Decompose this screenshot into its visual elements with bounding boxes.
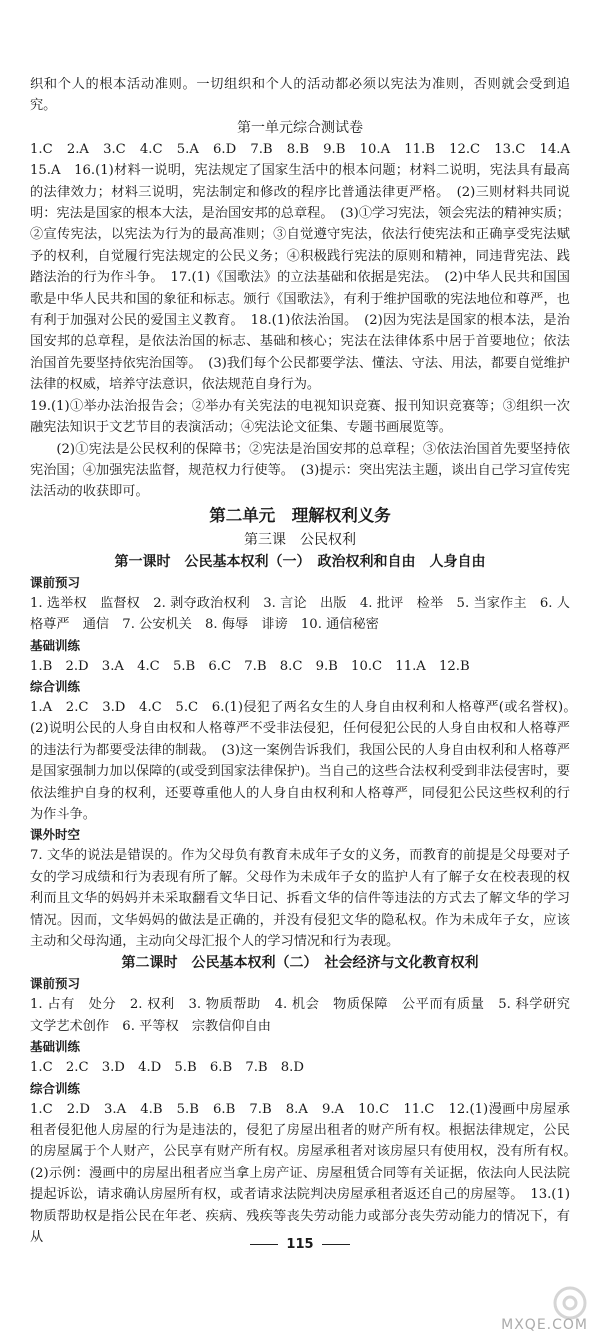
unit1-test-answers: 1.C 2.A 3.C 4.C 5.A 6.D 7.B 8.B 9.B 10.A 11.B 12.C 13.C 14.A 15.A 16.(1)材料一说明，宪法规定了国家生活中的根本问题；材料二说明，宪法具有最高的法律效力；材料三说明，宪法制定和修改的程序比普通法律更严格。 (2)三则材料共同说明：宪法是国家的根本大法，是治国安邦的总章程。 (3)①学习宪法，领会宪法的精神实质；②宣传宪法，以宪法为行为的最高准则；③自觉遵守宪法，依法行使宪法和正确享受宪法赋予的权利，自觉履行宪法规定的公民义务；④积极践行宪法的原则和精神，同违背宪法、践踏法治的行为作斗争。 17.(1)《国歌法》的立法基础和依据是宪法。 (2)中华人民共和国国歌是中华人民共和国的象征和标志。颁行《国歌法》，有利于维护国歌的宪法地位和尊严，也有利于加强对公民的爱国主义教育。 18.(1)依法治国。 (2)因为宪法是国家的根本法，是治国安邦的总章程，是依法治国的标志、基础和核心；宪法在法律体系中居于首要地位；依法治国首先要坚持依宪治国等。 (3)我们每个公民都要学法、懂法、守法、用法，都要自觉维护法律的权威，培养守法意识，依法规范自身行为。 <box>30 141 584 393</box>
period1-pre-label: 课前预习 <box>30 574 81 590</box>
period2-basic-label: 基础训练 <box>30 1039 81 1055</box>
period1-title: 第一课时 公民基本权利（一） 政治权利和自由 人身自由 <box>114 553 486 570</box>
period2-title: 第二课时 公民基本权利（二） 社会经济与文化教育权利 <box>121 955 479 972</box>
period2-pre-answers: 1. 占有 处分 2. 权利 3. 物质帮助 4. 机会 物质保障 公平而有质量 5. 科学研究 文学艺术创作 6. 平等权 宗教信仰自由 <box>30 997 584 1034</box>
footer-dash-right <box>322 1244 350 1245</box>
period1-basic-label: 基础训练 <box>30 637 81 653</box>
period1-basic-answers: 1.B 2.D 3.A 4.C 5.B 6.C 7.B 8.C 9.B 10.C 11.A 12.B <box>30 658 470 674</box>
period1-comp-answers: 1.A 2.C 3.D 4.C 5.C 6.(1)侵犯了两名女生的人身自由权利和人格尊严(或名誉权)。 (2)说明公民的人身自由权和人格尊严不受非法侵犯，任何侵犯公民的人身自由权和人格尊严的违法行为都要受法律的制裁。 (3)这一案例告诉我们，我国公民的人身自由权利和人格尊严是国家强制力加以保障的(或受到国家法律保护)。当自己的这些合法权利受到非法侵害时，要依法维护自身的权利，还要尊重他人的人身自由权利和人格尊严，同侵犯公民这些权利的行为作斗争。 <box>30 699 584 822</box>
page-footer <box>0 1237 600 1252</box>
intro-paragraph: 织和个人的根本活动准则。一切组织和个人的活动都必须以宪法为准则，否则就会受到追究。 <box>30 77 570 114</box>
period1-extra-label: 课外时空 <box>30 827 81 843</box>
period1-comp-label: 综合训练 <box>30 678 81 694</box>
period2-comp-label: 综合训练 <box>30 1080 81 1096</box>
period2-basic-answers: 1.C 2.C 3.D 4.D 5.B 6.B 7.B 8.D <box>30 1060 304 1076</box>
unit1-test-title: 第一单元综合测试卷 <box>237 119 363 136</box>
q19-part1: 19.(1)①举办法治报告会；②举办有关宪法的电视知识竞赛、报刊知识竞赛等；③组织一次融宪法知识于文艺节目的表演活动；④宪法论文征集、专题书画展览等。 <box>30 398 570 436</box>
period2-comp-answers: 1.C 2.D 3.A 4.B 5.B 6.B 7.B 8.A 9.A 10.C 11.C 12.(1)漫画中房屋承租者侵犯他人房屋的行为是违法的，侵犯了房屋出租者的财产所有权。根据法律规定，公民的房屋属于个人财产，公民享有财产所有权。房屋承租者对该房屋只有使用权，没有所有权。 (2)示例：漫画中的房屋出租者应当拿上房产证、房屋租赁合同等有关证据，依法向人民法院提起诉讼，请求确认房屋所有权，或者请求法院判决房屋承租者返还自己的房屋等。 13.(1)物质帮助权是指公民在年老、疾病、残疾等丧失劳动能力或部分丧失劳动能力的情况下，有从 <box>30 1101 584 1246</box>
footer-dash-left <box>250 1244 278 1245</box>
q19-part2: (2)①宪法是公民权利的保障书；②宪法是治国安邦的总章程；③依法治国首先要坚持依宪治国；④加强宪法监督，规范权力行使等。 (3)提示：突出宪法主题，谈出自己学习宣传宪法活动的收获即可。 <box>30 441 570 500</box>
period1-extra-answers: 7. 文华的说法是错误的。作为父母负有教育未成年子女的义务，而教育的前提是父母要对子女的学习成绩和行为表现有所了解。父母作为未成年子女的监护人有了解子女在校表现的权利而且文华的妈妈并未采取翻看文华日记、拆看文华的信件等违法的方式去了解文华的学习情况。因而，文华妈妈的做法是正确的，并没有侵犯文华的隐私权。作为未成年子女，应该主动和父母沟通，主动向父母汇报个人的学习情况和行为表现。 <box>30 848 570 949</box>
period1-pre-answers: 1. 选举权 监督权 2. 剥夺政治权利 3. 言论 出版 4. 批评 检举 5. 当家作主 6. 人格尊严 通信 7. 公安机关 8. 侮辱 诽谤 10. 通信秘密 <box>30 595 570 633</box>
period2-pre-label: 课前预习 <box>30 976 81 992</box>
watermark-text: MXQE.COM <box>501 1317 588 1333</box>
lesson3-title: 第三课 公民权利 <box>244 531 356 548</box>
page-number: 115 <box>286 1237 314 1252</box>
unit2-title: 第二单元 理解权利义务 <box>209 505 391 525</box>
